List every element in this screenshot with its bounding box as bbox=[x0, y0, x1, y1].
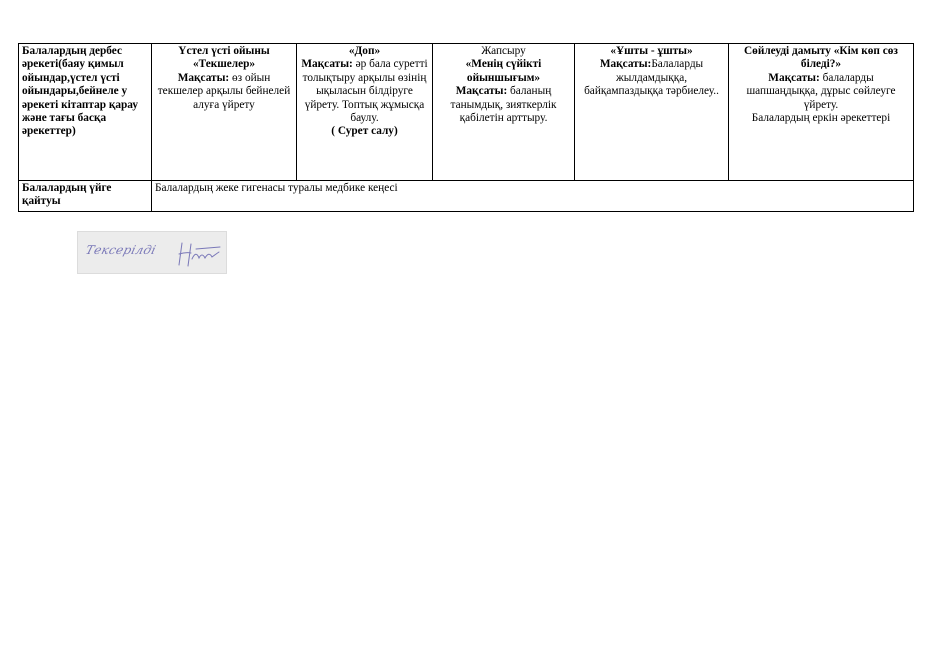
daily-plan-table bbox=[18, 43, 914, 212]
goal-label: Мақсаты: bbox=[301, 58, 353, 71]
activity-cell-cubes bbox=[152, 44, 297, 181]
activity-title: «Доп» bbox=[348, 45, 381, 57]
row-label-independent-activity: Балалардың дербес әрекеті(баяу қимыл ойындар,үстел үсті ойындары,бейнеле у әрекеті кітаптар қарау және тағы басқа әрекеттер) bbox=[19, 44, 152, 181]
goal-label: Мақсаты: bbox=[599, 58, 652, 71]
table-row bbox=[19, 44, 914, 181]
activity-goal bbox=[436, 85, 571, 125]
signature-stamp bbox=[77, 231, 227, 274]
goal-text: баланың танымдық, зияткерлік қабілетін арттыру. bbox=[450, 85, 557, 125]
activity-goal bbox=[578, 58, 725, 98]
activity-cell-ball bbox=[297, 44, 433, 181]
goal-text: өз ойын текшелер арқылы бейнелей алуға үйрету bbox=[157, 71, 291, 111]
goal-label: Мақсаты: bbox=[768, 71, 820, 84]
activity-goal bbox=[300, 58, 429, 125]
goal-text: балаларды шапшаңдыққа, дұрыс сөйлеуге үйрету. bbox=[746, 71, 896, 111]
activity-title: Үстел үсті ойыны bbox=[178, 45, 270, 57]
activity-title: Жапсыру bbox=[481, 45, 526, 57]
activity-subtitle: «Текшелер» bbox=[192, 58, 256, 71]
activity-extra: Балалардың еркін әрекеттері bbox=[751, 112, 891, 125]
activity-title: Сөйлеуді дамыту «Кім көп сөз біледі?» bbox=[744, 45, 898, 71]
going-home-content: Балалардың жеке гигенасы туралы медбике кеңесі bbox=[152, 181, 914, 212]
activity-subtitle: «Менің сүйікті ойыншығым» bbox=[465, 58, 542, 84]
activity-cell-fly-fly bbox=[575, 44, 729, 181]
activity-title: «Ұшты - ұшты» bbox=[610, 45, 693, 57]
goal-text: әр бала суретті толықтыру арқылы өзінің ықыласын білдіруге үйрету. Топтық жұмысқа баулу. bbox=[302, 58, 428, 125]
activity-goal bbox=[732, 72, 910, 112]
activity-cell-applique bbox=[433, 44, 575, 181]
table-row bbox=[19, 181, 914, 212]
activity-goal bbox=[155, 72, 293, 112]
activity-extra: ( Сурет салу) bbox=[331, 125, 398, 138]
goal-text: Балаларды жылдамдыққа, байқампаздыққа тәрбиелеу.. bbox=[584, 58, 719, 98]
goal-label: Мақсаты: bbox=[177, 71, 230, 84]
row-label-going-home: Балалардың үйге қайтуы bbox=[19, 181, 152, 212]
goal-label: Мақсаты: bbox=[455, 85, 508, 98]
activity-cell-speech bbox=[729, 44, 914, 181]
signature-text: Тексерілді bbox=[84, 243, 158, 257]
